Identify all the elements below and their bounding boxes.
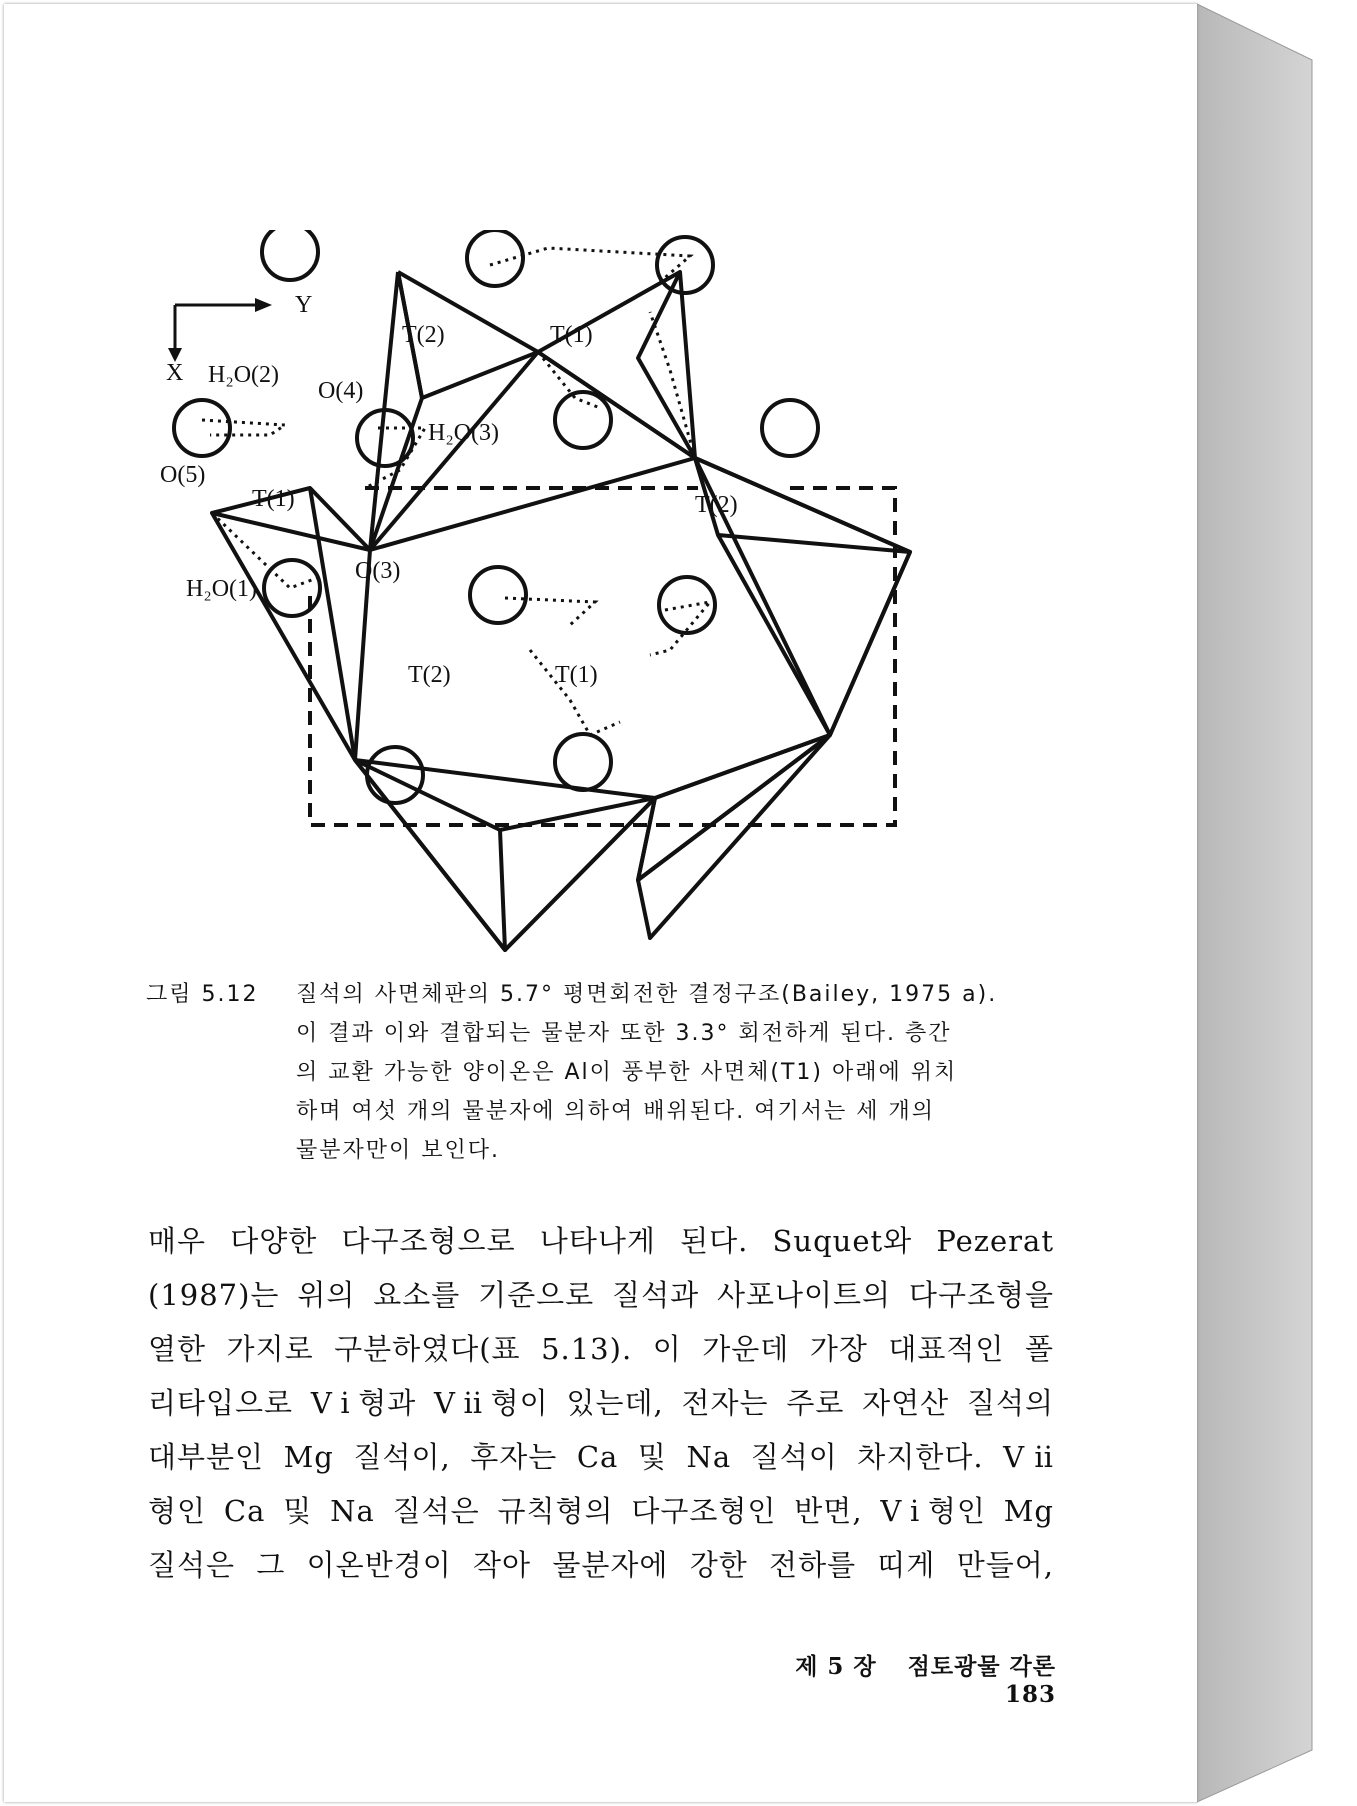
circle-top-right: [657, 237, 713, 293]
circle-bottom-left: [367, 747, 423, 803]
structure-diagram: [150, 230, 1100, 980]
label-h2o-3: H₂O(3): [428, 420, 500, 446]
tetrahedron-t1-top: [538, 272, 695, 458]
caption-label: 그림 5.12: [146, 982, 259, 1007]
footer-chapter: 제 5 장: [795, 1653, 877, 1680]
caption-line: 질석의 사면체판의 5.7° 평면회전한 결정구조(Bailey, 1975 a).: [296, 982, 998, 1007]
label-t1-left: T(1): [252, 486, 295, 512]
circle-h2o-2: [174, 400, 230, 456]
body-line: 형인 Ca 및 Na 질석은 규칙형의 다구조형인 반면, Vⅰ형인 Mg: [148, 1494, 1054, 1528]
crystal-structure-figure: [150, 230, 1100, 980]
body-line: 열한 가지로 구분하였다(표 5.13). 이 가운데 가장 대표적인 폴: [148, 1332, 1054, 1366]
circle-mid-right: [555, 392, 611, 448]
label-t2-top: T(2): [402, 322, 445, 348]
circle-h2o-1: [264, 560, 320, 616]
body-line: 매우 다양한 다구조형으로 나타나게 된다. Suquet와 Pezerat: [148, 1224, 1054, 1258]
body-line: 리타입으로 Vⅰ형과 Vⅱ형이 있는데, 전자는 주로 자연산 질석의: [148, 1386, 1054, 1420]
caption-text: [296, 975, 1056, 1170]
label-o5: O(5): [160, 462, 206, 488]
caption-line: 물분자만이 보인다.: [296, 1138, 501, 1163]
label-t1-top: T(1): [550, 322, 593, 348]
tetrahedron-t2-bottom: [355, 760, 505, 950]
label-o4: O(4): [318, 378, 364, 404]
label-o3: O(3): [355, 558, 401, 584]
page-number: 183: [1004, 1681, 1056, 1708]
body-paragraph: [148, 1214, 1054, 1592]
footer-title: 점토광물 각론: [907, 1653, 1056, 1680]
circle-lower-mid: [470, 567, 526, 623]
caption-line: 이 결과 이와 결합되는 물분자 또한 3.3° 회전하게 된다. 층간: [296, 1021, 952, 1046]
label-h2o-1: H₂O(1): [186, 576, 258, 602]
circle-far-right: [762, 400, 818, 456]
body-line: (1987)는 위의 요소를 기준으로 질석과 사포나이트의 다구조형을: [148, 1278, 1054, 1312]
label-h2o-2: H₂O(2): [208, 362, 280, 388]
caption-line: 의 교환 가능한 양이온은 Al이 풍부한 사면체(T1) 아래에 위치: [296, 1060, 958, 1085]
label-t1-bottom: T(1): [555, 662, 598, 688]
caption-line: 하며 여섯 개의 물분자에 의하여 배위된다. 여기서는 세 개의: [296, 1099, 935, 1124]
body-line: 대부분인 Mg 질석이, 후자는 Ca 및 Na 질석이 차지한다. Vⅱ: [148, 1440, 1054, 1474]
circle-top-left: [262, 230, 318, 280]
axis-x-label: X: [166, 360, 184, 386]
circle-bottom-right: [555, 734, 611, 790]
axis-y-label: Y: [295, 292, 313, 318]
label-t2-bottom: T(2): [408, 662, 451, 688]
page-footer: [700, 1648, 1056, 1708]
body-line: 질석은 그 이온반경이 작아 물분자에 강한 전하를 띠게 만들어,: [148, 1548, 1054, 1582]
label-t2-right: T(2): [695, 492, 738, 518]
